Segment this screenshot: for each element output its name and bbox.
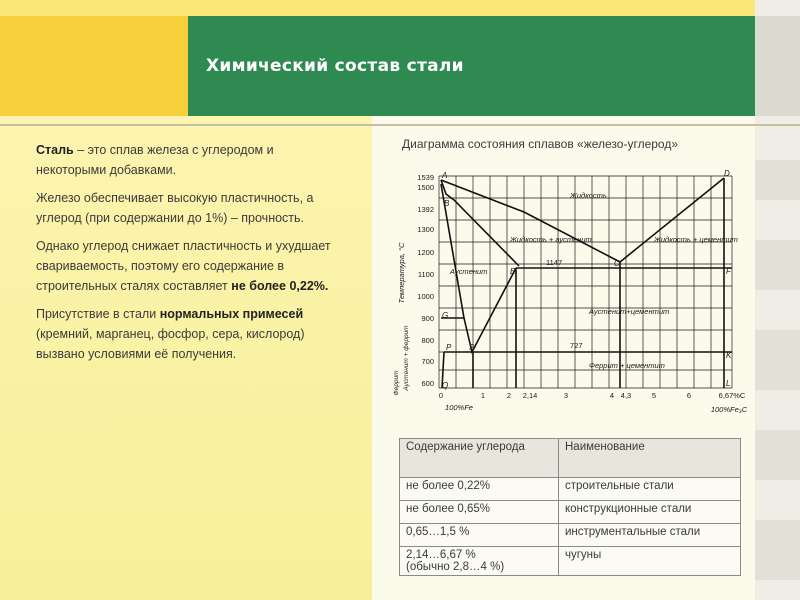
accent-block [0,16,188,116]
point-letter: D [724,169,730,178]
iron-carbon-diagram [384,168,764,418]
paragraph-iron-carbon: Железо обеспечивает высокую пластичность, а углерод (при содержании до 1%) – прочность. [36,191,314,225]
table-cell: не более 0,22% [400,478,559,501]
left-label-austenite-ferrite: Аустенит + феррит [403,325,410,391]
table-row [400,501,741,524]
table-cell: 0,65…1,5 % [400,524,559,547]
isotherm-label: 1147 [546,258,563,267]
y-tick: 1392 [417,205,434,214]
x-tick: 2 [506,391,512,400]
y-tick: 1100 [417,270,434,279]
x-tick: 4,3 [620,391,632,400]
x-tick: 5 [651,391,657,400]
table-cell: строительные стали [559,478,741,501]
x-tick: 3 [563,391,569,400]
table-header-row [400,439,741,478]
y-tick: 600 [421,379,434,388]
point-letter: G [442,311,449,320]
y-tick: 1300 [417,225,434,234]
table-cell: не более 0,65% [400,501,559,524]
y-axis-label: Температура, °C [397,242,406,304]
title-band [188,16,755,116]
x-tick: 6,67%C [718,391,746,400]
column-header: Содержание углерода [400,439,559,478]
point-letter: Q [442,381,449,390]
paragraph-impurities: Присутствие в стали нормальных примесей (кремний, марганец, фосфор, сера, кислород) вызвано условиями её получения. [36,307,305,361]
y-tick: 1500 [417,183,434,192]
x-axis-label-left: 100%Fe [445,403,473,412]
y-tick: 1200 [417,248,434,257]
x-tick: 4 [609,391,615,400]
region-label: Аустенит [450,267,488,276]
y-tick: 1000 [417,292,434,301]
point-letter: K [726,351,732,360]
y-tick: 1539 [417,173,434,182]
diagram-caption: Диаграмма состояния сплавов «железо-углерод» [402,137,679,151]
point-letter: E [510,267,516,276]
table-cell: конструкционные стали [559,501,741,524]
y-axis-ticks [417,173,434,388]
body-text [36,140,336,372]
point-letters [441,169,732,390]
table-row [400,478,741,501]
table-cell: инструментальные стали [559,524,741,547]
top-stripe [0,0,800,16]
point-letter: A [442,171,448,180]
point-letter: L [726,379,731,388]
x-tick: 0 [438,391,444,400]
point-letter: B [444,199,450,208]
paragraph-steel-definition: Сталь – это сплав железа с углеродом и некоторыми добавками. [36,143,274,177]
column-header: Наименование [559,439,741,478]
x-axis-ticks [439,391,746,400]
region-label: Жидкость + аустенит [510,235,592,244]
region-labels [449,191,738,370]
y-tick: 700 [421,357,434,366]
slide-title: Химический состав стали [206,56,464,76]
paragraph-carbon-limit: Однако углерод снижает пластичность и ухудшает свариваемость, поэтому его содержание в строительных сталях составляет не более 0,22%. [36,239,331,293]
left-label-ferrite: Феррит [393,370,400,396]
table-row [400,524,741,547]
region-label: Аустенит+цементит [589,307,670,316]
x-axis-label-right: 100%Fe₃C [710,405,748,414]
point-letter: S [469,343,475,352]
region-label: Жидкость [570,191,607,200]
phase-lines [441,178,732,388]
x-tick: 6 [686,391,692,400]
x-tick: 1 [480,391,486,400]
y-tick: 800 [421,336,434,345]
carbon-content-table [399,438,741,576]
region-label: Феррит + цементит [589,361,665,370]
y-tick: 900 [421,314,434,323]
term-steel: Сталь [36,143,74,157]
region-label: Жидкость + цементит [654,235,738,244]
point-letter: C [614,259,620,268]
isotherm-label: 727 [570,341,583,350]
point-letter: F [726,267,731,276]
header-divider [0,124,800,126]
point-letter: P [446,343,452,352]
table-cell: 2,14…6,67 % (обычно 2,8…4 %) [400,547,559,576]
x-tick: 2,14 [522,391,538,400]
table-cell: чугуны [559,547,741,576]
table-row [400,547,741,576]
